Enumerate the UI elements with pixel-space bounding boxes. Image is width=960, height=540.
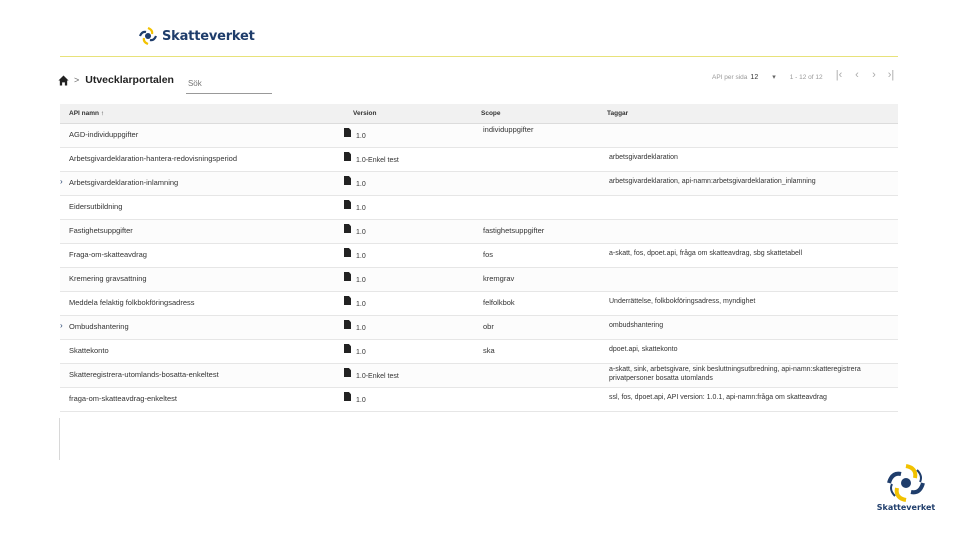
per-page-select[interactable]: 12 [750,73,759,81]
document-icon [344,176,351,185]
column-header-version: Version [353,110,377,117]
api-scope: felfolkbok [483,298,515,307]
api-version-label: 1.0 [356,301,366,308]
table-row[interactable] [60,172,898,196]
column-header-name[interactable] [69,110,104,117]
table-row[interactable] [60,244,898,268]
api-name[interactable]: fraga-om-skatteavdrag-enkeltest [69,394,177,403]
api-tags: a-skatt, sink, arbetsgivare, sink besluttningsutbredning, api-namn:skatteregistrera privatpersoner bosatta utomlands [609,366,861,382]
pagination-info [712,70,823,84]
api-version [344,320,366,332]
logo-wordmark: Skatteverket [162,28,255,44]
api-version [344,296,366,308]
skatteverket-logo[interactable] [138,24,255,48]
next-page-icon[interactable]: › [872,69,876,81]
table-row[interactable] [60,316,898,340]
api-version [344,176,366,188]
api-version-label: 1.0 [356,229,366,236]
api-table [60,104,898,412]
document-icon [344,248,351,257]
footer-logo-wordmark: Skatteverket [876,503,936,512]
api-version [344,392,366,404]
table-row[interactable] [60,364,898,388]
api-name[interactable]: Kremering gravsattning [69,274,147,283]
api-name[interactable]: Fastighetsuppgifter [69,226,133,235]
api-tags: ombudshantering [609,322,664,329]
api-tags: a-skatt, fos, dpoet.api, fråga om skatteavdrag, sbg skattetabell [609,250,802,257]
api-version [344,200,366,212]
api-version-label: 1.0 [356,325,366,332]
api-version [344,128,366,140]
api-tags: Underrättelse, folkbokföringsadress, myndighet [609,298,756,305]
document-icon [344,296,351,305]
document-icon [344,152,351,161]
api-version-label: 1.0-Enkel test [356,157,399,164]
api-version-label: 1.0-Enkel test [356,373,399,380]
sort-up-icon[interactable]: ↑ [100,110,105,117]
breadcrumb [58,71,272,89]
api-version-label: 1.0 [356,253,366,260]
breadcrumb-separator: > [74,75,80,85]
api-name[interactable]: Arbetsgivardeklaration-hantera-redovisningsperiod [69,154,238,163]
table-row[interactable] [60,340,898,364]
document-icon [344,392,351,401]
api-name[interactable]: Fraga-om-skatteavdrag [69,250,147,259]
page-left-border [59,418,60,460]
api-version-label: 1.0 [356,397,366,404]
column-header-name-label: API namn [69,110,99,117]
page-title[interactable]: Utvecklarportalen [85,74,174,86]
api-scope: fastighetsuppgifter [483,226,545,235]
last-page-icon[interactable]: ›| [887,69,895,81]
search-input[interactable] [186,78,272,94]
table-row[interactable] [60,268,898,292]
api-name[interactable]: Eidersutbildning [69,202,123,211]
api-version-label: 1.0 [356,277,366,284]
api-version [344,224,366,236]
chevron-right-icon[interactable]: › [60,321,63,330]
document-icon [344,344,351,353]
api-version-label: 1.0 [356,181,366,188]
first-page-icon[interactable]: |‹ [835,69,843,81]
api-scope: obr [483,322,494,331]
api-name[interactable]: Skattekonto [69,346,109,355]
document-icon [344,200,351,209]
header-divider [60,56,898,57]
table-row[interactable] [60,196,898,220]
api-name[interactable]: Arbetsgivardeklaration-inlamning [69,178,179,187]
column-header-scope: Scope [481,110,501,117]
api-version [344,248,366,260]
per-page-label: API per sida [712,73,748,81]
table-row[interactable] [60,220,898,244]
chevron-right-icon[interactable]: › [60,177,63,186]
api-tags: dpoet.api, skattekonto [609,346,678,353]
prev-page-icon[interactable]: ‹ [855,69,859,81]
api-tags: arbetsgivardeklaration, api-namn:arbetsgivardeklaration_inlamning [609,178,816,185]
api-version [344,272,366,284]
document-icon [344,368,351,377]
table-row[interactable] [60,388,898,412]
table-row[interactable] [60,292,898,316]
document-icon [344,224,351,233]
api-name[interactable]: AGD-individuppgifter [69,130,139,139]
document-icon [344,128,351,137]
table-row[interactable] [60,124,898,148]
api-version [344,152,399,164]
api-scope: individuppgifter [483,125,534,134]
api-name[interactable]: Ombudshantering [69,322,129,331]
document-icon [344,320,351,329]
skatteverket-logo-mark-icon [138,26,158,46]
api-version [344,344,366,356]
column-header-tags: Taggar [607,110,629,117]
skatteverket-crest-icon [887,462,925,502]
home-icon[interactable] [58,75,69,86]
api-scope: kremgrav [483,274,515,283]
page-range: 1 - 12 of 12 [789,73,823,81]
api-version-label: 1.0 [356,205,366,212]
table-header [60,104,898,124]
api-name[interactable]: Skatteregistrera-utomlands-bosatta-enkeltest [69,370,219,379]
document-icon [344,272,351,281]
api-tags: ssl, fos, dpoet.api, API version: 1.0.1, api-namn:fråga om skatteavdrag [609,394,827,401]
api-version-label: 1.0 [356,349,366,356]
api-name[interactable]: Meddela felaktig folkbokföringsadress [69,298,195,307]
chevron-down-icon[interactable]: ▾ [772,74,776,81]
api-scope: ska [483,346,495,355]
skatteverket-logo-footer [876,462,936,518]
api-version [344,368,399,380]
api-scope: fos [483,250,494,259]
table-row[interactable] [60,148,898,172]
api-version-label: 1.0 [356,133,366,140]
api-tags: arbetsgivardeklaration [609,154,678,161]
